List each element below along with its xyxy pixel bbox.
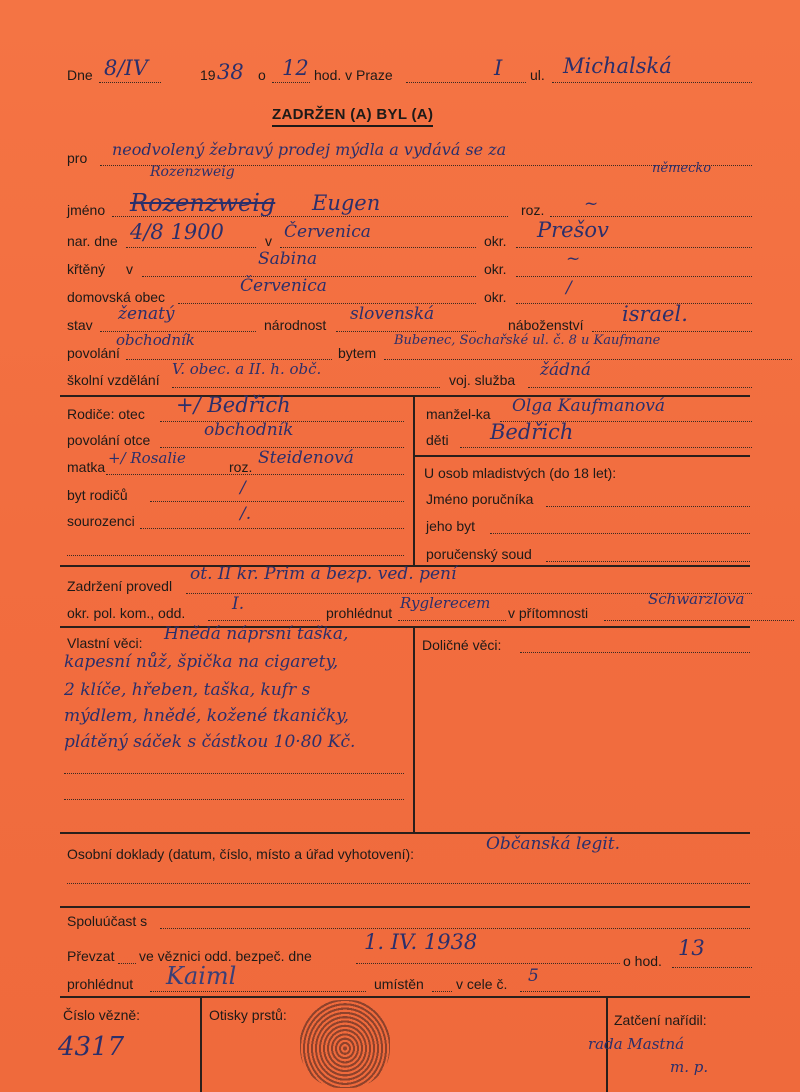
father-value: +/ Bedřich (176, 393, 291, 417)
prisoner-number-value: 4317 (58, 1032, 125, 1062)
domicile-label: domovská obec (67, 289, 166, 305)
children-label: děti (426, 432, 449, 448)
cell-label: v cele č. (456, 976, 508, 992)
mother-maiden-value: Steidenová (258, 448, 354, 468)
inspected-label: prohlédnut (326, 605, 393, 621)
given-name-value: Eugen (312, 191, 381, 215)
transfer-label: Převzat (67, 948, 115, 964)
belongings-line-5: plátěný sáček s částkou 10·80 Kč. (64, 732, 356, 752)
baptized-v-label: v (126, 261, 133, 277)
nationality-value: slovenská (350, 304, 435, 324)
siblings-label: sourozenci (67, 513, 135, 529)
presence-value: Schwarzlova (648, 590, 745, 608)
transfer-date-value: 1. IV. 1938 (364, 930, 478, 954)
roz-label: roz. (521, 202, 545, 218)
presence-label: v přítomnosti (508, 605, 589, 621)
occupation-label: povolání (67, 345, 120, 361)
guardian-label: Jméno poručníka (426, 491, 534, 507)
guardian-residence-label: jeho byt (426, 518, 476, 534)
mother-maiden-label: roz. (229, 459, 253, 475)
baptized-okr-label: okr. (484, 261, 507, 277)
placed-label: umístěn (374, 976, 424, 992)
education-value: V. obec. a II. h. obč. (172, 360, 322, 378)
arrest-ordered-signature: m. p. (670, 1058, 709, 1076)
reason-value: neodvolený žebravý prodej mýdla a vydává se za (112, 140, 507, 159)
prisoner-number-label: Číslo vězně: (63, 1007, 141, 1023)
juvenile-heading: U osob mladistvých (do 18 let): (424, 465, 617, 481)
birth-place-value: Červenica (284, 222, 371, 242)
belongings-line-3: 2 klíče, hřeben, taška, kufr s (64, 680, 311, 700)
belongings-label: Vlastní věci: (67, 635, 143, 651)
roz-value: ~ (584, 194, 599, 214)
occupation-value: obchodník (116, 331, 195, 349)
transfer-hour-label: o hod. (623, 953, 662, 969)
date-value: 8/IV (104, 56, 148, 80)
nationality-label: národnost (264, 317, 327, 333)
status-label: stav (67, 317, 93, 333)
birth-okr-value: Prešov (537, 218, 609, 242)
military-value: žádná (540, 360, 592, 380)
birth-okr-label: okr. (484, 233, 507, 249)
father-occupation-label: povolání otce (67, 432, 151, 448)
evidence-label: Doličné věci: (422, 637, 502, 653)
o-label: o (258, 67, 266, 83)
domicile-value: Červenica (240, 276, 327, 296)
year-prefix: 19 (200, 67, 216, 83)
residence-value: Bubenec, Sochařské ul. č. 8 u Kaufmane (394, 333, 661, 348)
baptized-place-value: Sabina (258, 249, 318, 269)
hour-label: hod. v Praze (314, 67, 393, 83)
fingerprints-label: Otisky prstů: (209, 1007, 287, 1023)
parents-residence-label: byt rodičů (67, 487, 128, 503)
mother-value: +/ Rosalie (108, 449, 186, 467)
children-value: Bedřich (490, 420, 574, 444)
police-dept-value: I. (232, 594, 245, 614)
siblings-value: /. (240, 504, 252, 524)
baptized-okr-value: ~ (566, 249, 581, 269)
street-value: Michalská (563, 54, 672, 78)
domicile-okr-value: / (566, 278, 572, 298)
birth-v-label: v (265, 233, 272, 249)
district-value: I (494, 56, 503, 80)
street-label: ul. (530, 67, 545, 83)
birth-label: nar. dne (67, 233, 118, 249)
documents-label: Osobní doklady (datum, číslo, místo a úřad vyhotovení): (67, 846, 415, 862)
arrest-ordered-label: Zatčení nařídil: (614, 1012, 707, 1028)
domicile-okr-label: okr. (484, 289, 507, 305)
spouse-value: Olga Kaufmanová (512, 396, 666, 416)
cell-value: 5 (528, 966, 539, 986)
transfer-inspected-value: Kaiml (166, 962, 237, 990)
military-label: voj. služba (449, 372, 516, 388)
mother-label: matka (67, 459, 106, 475)
accomplice-label: Spoluúčast s (67, 913, 148, 929)
belongings-line-1: Hnědá náprsní taška, (164, 624, 349, 644)
documents-value: Občanská legit. (486, 834, 621, 854)
inspected-value: Ryglerecem (400, 594, 491, 612)
religion-value: israel. (622, 302, 688, 326)
fingerprint-impression (300, 1000, 390, 1088)
religion-label: náboženství (508, 317, 584, 333)
baptized-label: křtěný (67, 261, 106, 277)
transfer-mid-label: ve věznici odd. bezpeč. dne (139, 948, 312, 964)
belongings-line-4: mýdlem, hnědé, kožené tkaničky, (64, 706, 349, 726)
year-value: 38 (217, 60, 244, 84)
belongings-line-2: kapesní nůž, špička na cigarety, (64, 652, 339, 672)
status-value: ženatý (118, 304, 175, 324)
parents-residence-value: / (240, 478, 246, 498)
detained-by-value: ot. II kr. Prim a bezp. ved. pení (190, 564, 457, 584)
birth-date-value: 4/8 1900 (130, 220, 224, 244)
name-label: jméno (67, 202, 106, 218)
father-occupation-value: obchodník (204, 420, 294, 440)
father-label: Rodiče: otec (67, 406, 145, 422)
spouse-label: manžel-ka (426, 406, 491, 422)
residence-label: bytem (338, 345, 377, 361)
court-label: poručenský soud (426, 546, 532, 562)
form-title: ZADRŽEN (A) BYL (A) (272, 106, 433, 127)
hour-value: 12 (282, 56, 309, 80)
reason-label: pro (67, 150, 88, 166)
arrest-ordered-value: rada Mastná (588, 1035, 685, 1053)
transfer-inspected-label: prohlédnut (67, 976, 134, 992)
date-label: Dne (67, 67, 93, 83)
detained-by-label: Zadržení provedl (67, 578, 173, 594)
transfer-hour-value: 13 (678, 936, 705, 960)
reason-extra: německo (652, 161, 712, 176)
name-above: Rozenzweig (150, 164, 235, 180)
police-dept-label: okr. pol. kom., odd. (67, 605, 186, 621)
education-label: školní vzdělání (67, 372, 160, 388)
name-value: Rozenzweig (130, 189, 276, 217)
